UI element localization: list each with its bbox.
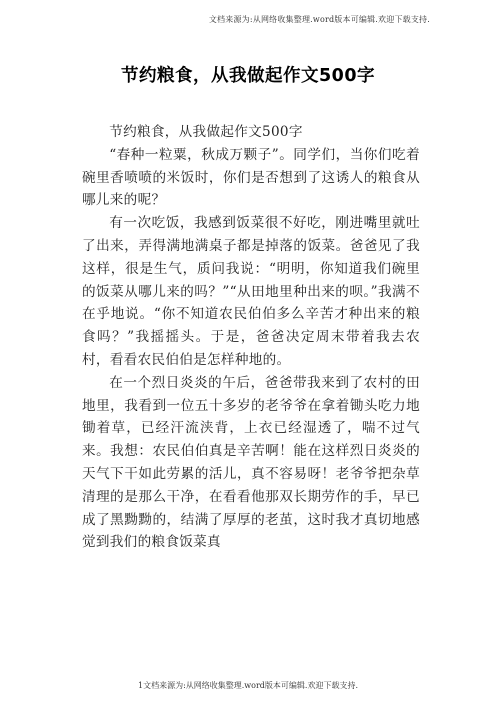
- paragraph: 在一个烈日炎炎的午后，爸爸带我来到了农村的田地里，我看到一位五十多岁的老爷爷在拿着锄头吃力地锄着草，已经汗流浃背，上衣已经湿透了，喘不过气来。我想：农民伯伯真是辛苦啊！能在这样烈日炎炎的天气下干如此劳累的活儿，真不容易呀！老爷爷把杂草清理的是那么干净，在看看他那双长期劳作的手，早已成了黑黝黝的，结满了厚厚的老茧，这时我才真切地感觉到我们的粮食饭菜真: [82, 374, 420, 551]
- paragraph: 有一次吃饭，我感到饭菜很不好吃，刚进嘴里就吐了出来，弄得满地满桌子都是掉落的饭菜。爸爸见了我这样，很是生气，质问我说：“明明，你知道我们碗里的饭菜从哪儿来的吗？”“从田地里种出来的呗。”我满不在乎地说。“你不知道农民伯伯多么辛苦才种出来的粮食吗？”我摇摇头。于是，爸爸决定周末带着我去农村，看看农民伯伯是怎样种地的。: [82, 215, 420, 368]
- page-header-note: 文档来源为:从网络收集整理.word版本可编辑.欢迎下载支持.: [208, 15, 430, 24]
- document-title: 节约粮食，从我做起作文500字: [120, 66, 376, 86]
- document-body: [82, 121, 420, 554]
- page-footer-note: 1文档来源为:从网络收集整理.word版本可编辑.欢迎下载支持.: [137, 681, 359, 690]
- paragraph: “春种一粒粟，秋成万颗子”。同学们，当你们吃着碗里香喷喷的米饭时，你们是否想到了这诱人的粮食从哪儿来的呢？: [82, 146, 420, 209]
- paragraph-subtitle: 节约粮食，从我做起作文500字: [109, 124, 303, 140]
